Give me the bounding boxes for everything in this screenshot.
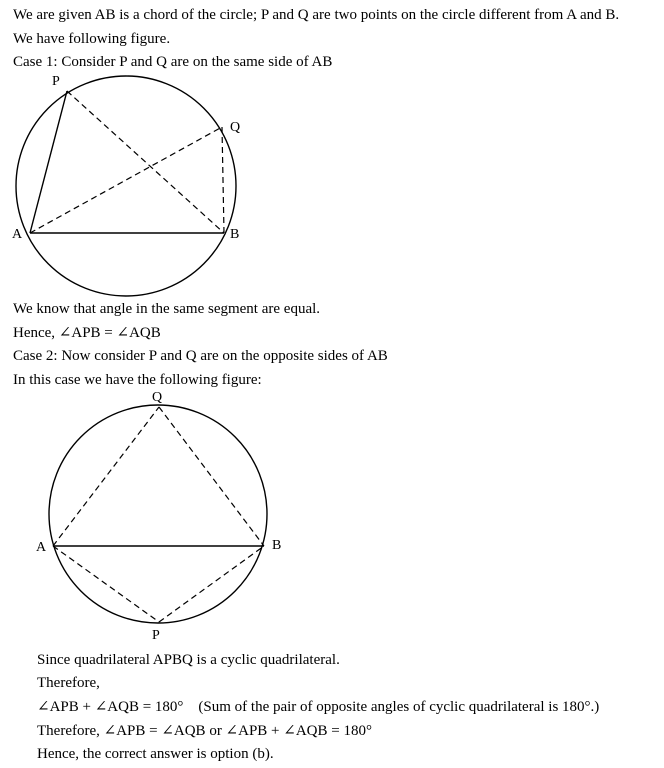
fig1-line-ap xyxy=(30,91,67,233)
fig2-circle xyxy=(49,405,267,623)
text-line-7: In this case we have the following figure: xyxy=(13,372,262,388)
text-line-10: ∠APB + ∠AQB = 180° (Sum of the pair of opposite angles of cyclic quadrilateral is 180°.) xyxy=(37,699,600,715)
text-line-4: We know that angle in the same segment are equal. xyxy=(13,301,321,317)
fig1-line-aq xyxy=(30,127,222,233)
fig1-line-pb xyxy=(67,91,224,233)
fig2-label-p: P xyxy=(152,628,160,643)
fig2-label-b: B xyxy=(272,538,282,553)
fig1-circle xyxy=(16,76,236,296)
figure-case2 xyxy=(0,385,300,645)
fig1-label-b: B xyxy=(230,227,240,242)
case2-heading: Case 2: Now consider P and Q are on the opposite sides of AB xyxy=(13,348,388,364)
fig2-line-pb xyxy=(159,546,264,622)
text-line-9: Therefore, xyxy=(37,675,100,691)
text-line-11: Therefore, ∠APB = ∠AQB or ∠APB + ∠AQB = 180° xyxy=(37,723,372,739)
figure-case1 xyxy=(0,70,260,300)
fig1-label-p: P xyxy=(52,74,60,89)
fig1-label-q: Q xyxy=(230,120,241,135)
fig1-line-qb xyxy=(222,127,224,233)
text-line-1: We are given AB is a chord of the circle; P and Q are two points on the circle different from A and B. xyxy=(13,7,620,23)
fig2-line-aq xyxy=(53,407,159,546)
text-line-8: Since quadrilateral APBQ is a cyclic quadrilateral. xyxy=(37,652,340,668)
text-line-2: We have following figure. xyxy=(13,31,171,47)
conclusion: Hence, the correct answer is option (b). xyxy=(37,746,274,762)
fig2-label-a: A xyxy=(36,540,47,555)
fig1-label-a: A xyxy=(12,227,23,242)
text-line-5: Hence, ∠APB = ∠AQB xyxy=(13,325,161,341)
fig2-line-qb xyxy=(159,407,264,546)
fig2-label-q: Q xyxy=(152,390,163,405)
case1-heading: Case 1: Consider P and Q are on the same side of AB xyxy=(13,54,333,70)
fig2-line-ap xyxy=(53,546,159,622)
